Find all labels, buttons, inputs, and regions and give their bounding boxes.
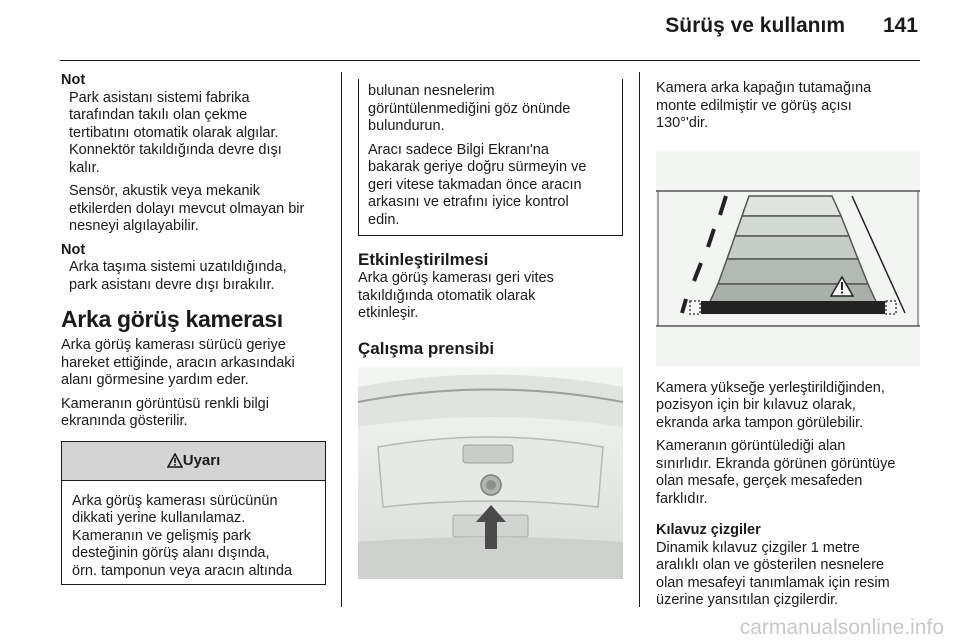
note-heading-2: Not — [61, 241, 86, 258]
warning-continued-text: bulunan nesnelerim görüntülenmediğini göz önünde bulundurun. — [368, 83, 571, 134]
header-rule — [60, 60, 920, 61]
warning-triangle-icon — [167, 453, 183, 468]
warning-box — [61, 441, 326, 586]
tailgate-illustration — [358, 367, 623, 579]
subsection-title: Kılavuz çizgiler — [656, 522, 761, 538]
body-paragraph: Arka görüş kamerası geri vites takıldığında otomatik olarak etkinleşir. — [358, 270, 554, 321]
note-heading: Not — [61, 72, 86, 88]
warning-title: Uyarı — [182, 451, 221, 469]
subsection-title: Etkinleştirilmesi — [358, 250, 489, 269]
guideline-diagram — [656, 151, 920, 366]
body-paragraph: Arka görüş kamerası sürücü geriye hareket ettiğinde, aracın arkasındaki alanı görmesine yardım eder. — [61, 337, 295, 388]
camera-location-photo — [358, 367, 623, 579]
body-paragraph-2: Kamera yükseğe yerleştirildiğinden, pozisyon için bir kılavuz olarak, ekranda arka tampon görülebilir. — [656, 379, 885, 431]
warning-header — [62, 442, 325, 481]
note-text-3: Arka taşıma sistemi uzatıldığında, park asistanı devre dışı bırakılır. — [69, 259, 287, 293]
note-text-2: Sensör, akustik veya mekanik etkilerden dolayı mevcut olmayan bir nesneyi algılayabilir. — [69, 183, 305, 234]
warning-text: Arka görüş kamerası sürücünün dikkati yerine kullanılamaz. Kameranın ve gelişmiş park desteğinin görüş alanı dışında, örn. tamponun veya aracın altında — [72, 492, 293, 579]
body-paragraph-2: Kameranın görüntüsü renkli bilgi ekranında gösterilir. — [61, 395, 269, 429]
page-number: 141 — [882, 14, 918, 37]
column-2 — [358, 80, 623, 579]
subsection-title-2: Çalışma prensibi — [358, 338, 495, 358]
watermark: carmanualsonline.info — [739, 616, 944, 639]
column-divider-right — [639, 72, 640, 607]
section-title: Arka görüş kamerası — [61, 306, 283, 332]
body-paragraph-4: Dinamik kılavuz çizgiler 1 metre aralıklı olan ve gösterilen nesnelere olan mesafeyi tanımlamak için resim üzerine yansıtılan çizgilerdir. — [656, 539, 890, 608]
guideline-diagram-graphic — [656, 151, 920, 366]
note-text: Park asistanı sistemi fabrika tarafından takılı olan çekme tertibatını otomatik olarak algılar. Konnektör takıldığında devre dışı kalır. — [69, 89, 282, 176]
column-3 — [656, 80, 926, 616]
warning-box-continued — [358, 79, 623, 236]
body-paragraph-3: Kameranın görüntülediği alan sınırlıdır. Ekranda görünen görüntüye olan mesafe, gerçek mesafeden farklıdır. — [656, 438, 896, 507]
warning-continued-text-2: Aracı sadece Bilgi Ekranı'na bakarak geriye doğru sürmeyin ve geri vitese takmadan önce aracın arkasını ve etrafını iyice kontrol edin. — [368, 141, 587, 228]
header-title: Sürüş ve kullanım — [665, 14, 845, 37]
column-1 — [61, 72, 326, 585]
body-paragraph: Kamera arka kapağın tutamağına monte edilmiştir ve görüş açısı 130°'dir. — [656, 80, 872, 131]
column-divider-left — [341, 72, 342, 607]
